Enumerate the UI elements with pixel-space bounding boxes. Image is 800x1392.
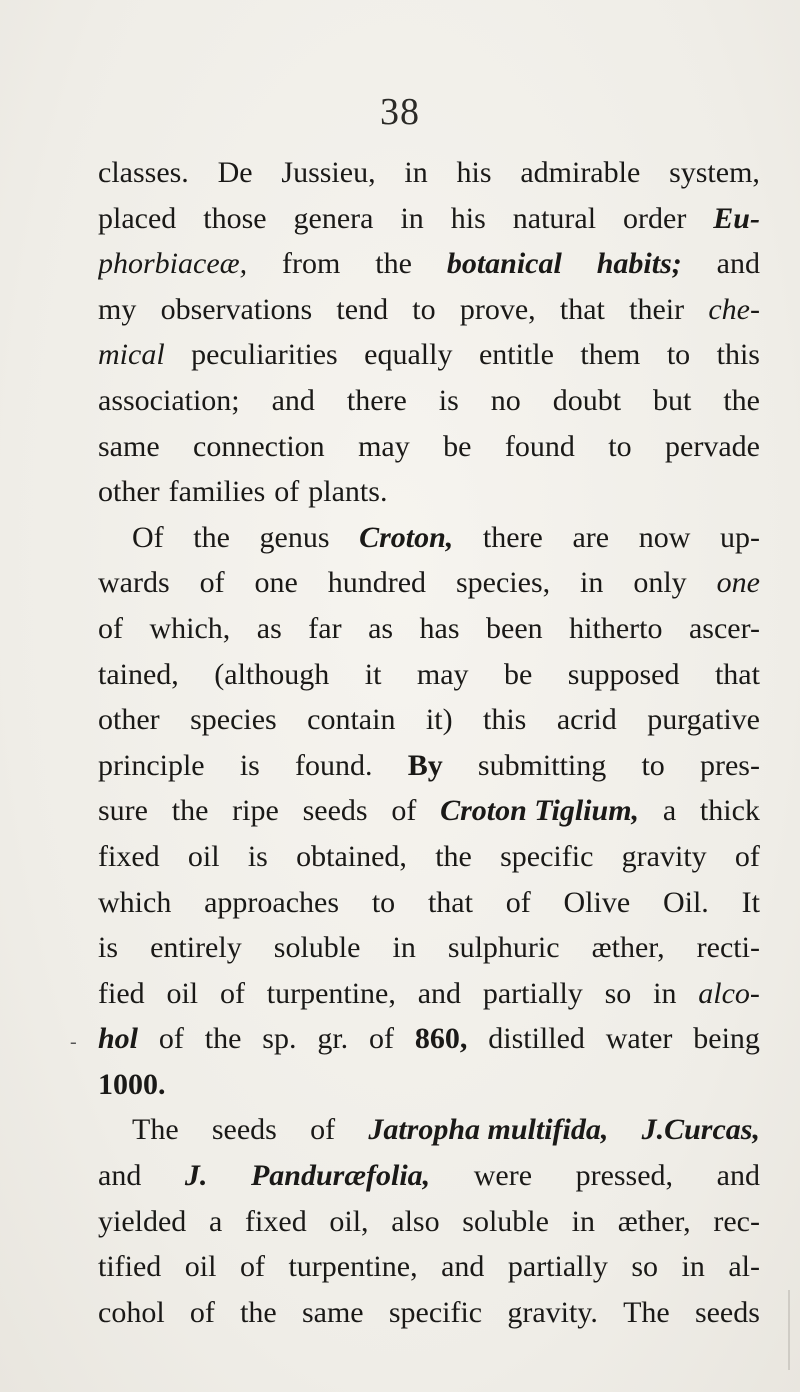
- word: and: [417, 976, 462, 1010]
- word: in: [681, 1250, 705, 1284]
- word: his: [456, 156, 492, 189]
- word: of: [505, 885, 531, 919]
- word: in: [400, 201, 424, 235]
- word: from: [282, 247, 341, 281]
- word: to: [412, 292, 436, 326]
- word: It: [741, 885, 760, 919]
- word: æther,: [591, 931, 665, 965]
- word: entirely: [150, 931, 242, 965]
- word: pervade: [665, 429, 760, 463]
- word: observations: [160, 292, 313, 326]
- word: Olive: [563, 885, 631, 919]
- word: the: [193, 520, 230, 554]
- word: to: [608, 429, 632, 463]
- word: placed: [98, 201, 177, 235]
- word: Oil.: [662, 885, 709, 919]
- text-line: [98, 332, 760, 378]
- word: may: [358, 429, 410, 463]
- word: soluble: [462, 1204, 549, 1238]
- text-line: [98, 424, 760, 470]
- word: and: [98, 1159, 142, 1193]
- word: of: [98, 611, 123, 645]
- word: principle: [98, 748, 205, 782]
- word: entitle: [478, 338, 554, 372]
- word: seeds: [694, 1295, 760, 1329]
- text-line: [98, 287, 760, 333]
- word: so: [604, 976, 632, 1010]
- word: supposed: [567, 657, 680, 691]
- word: is: [239, 748, 260, 782]
- word: found: [504, 429, 575, 463]
- word: far: [308, 611, 342, 645]
- word: 1000.: [98, 1067, 166, 1101]
- word: be: [504, 657, 533, 691]
- word: that: [559, 292, 605, 326]
- word: rec-: [713, 1204, 760, 1238]
- word: is: [438, 383, 459, 417]
- word: are: [572, 520, 610, 554]
- word: them: [580, 338, 641, 372]
- word: fied: [98, 976, 145, 1010]
- word: is: [247, 839, 268, 873]
- word: gravity.: [507, 1295, 598, 1329]
- text-line: [98, 1107, 760, 1153]
- word: to: [641, 748, 665, 782]
- word: one: [254, 566, 298, 600]
- word: De: [217, 156, 253, 189]
- word: fixed: [245, 1204, 307, 1238]
- word: of: [369, 1022, 395, 1056]
- word: sure: [98, 794, 148, 828]
- text-line: [98, 1244, 760, 1290]
- text-line: [98, 1062, 760, 1108]
- word: in: [571, 1204, 596, 1238]
- word: there: [346, 383, 407, 417]
- word: the: [723, 383, 760, 417]
- word: hol: [98, 1022, 139, 1056]
- word: other: [98, 475, 160, 509]
- page-edge: [788, 1290, 790, 1370]
- word: By: [407, 748, 443, 782]
- word: of: [189, 1295, 215, 1329]
- word: soluble: [273, 931, 361, 965]
- word: hitherto: [569, 611, 663, 645]
- word: Croton,: [359, 520, 454, 554]
- word: only: [633, 566, 687, 600]
- word: may: [416, 657, 469, 691]
- word: peculiarities: [191, 338, 338, 372]
- word: of: [239, 1250, 265, 1284]
- text-line: [98, 652, 760, 698]
- text-line: [98, 880, 760, 926]
- word: this: [483, 703, 527, 737]
- word: ascer-: [688, 611, 760, 645]
- word: The: [623, 1295, 670, 1329]
- text-line: [98, 1016, 760, 1062]
- word: oil,: [329, 1204, 369, 1238]
- text-line: [98, 925, 760, 971]
- word: has: [419, 611, 460, 645]
- text-line: [98, 606, 760, 652]
- word: Jatropha multifida,: [368, 1113, 609, 1147]
- word: recti-: [696, 931, 760, 965]
- word: of: [734, 839, 760, 873]
- word: water: [605, 1022, 673, 1056]
- text-line: [98, 1290, 760, 1336]
- word: of: [158, 1022, 184, 1056]
- word: a: [662, 794, 677, 828]
- word: (although: [214, 657, 330, 691]
- word: so: [631, 1250, 659, 1284]
- word: turpentine,: [266, 976, 396, 1010]
- word: but: [653, 383, 692, 417]
- word: che-: [708, 292, 760, 326]
- word: Croton Tiglium,: [440, 794, 640, 828]
- text-line: [98, 834, 760, 880]
- word: tified: [98, 1250, 162, 1284]
- word: cohol: [98, 1295, 165, 1329]
- word: in: [392, 931, 416, 965]
- word: oil: [187, 839, 220, 873]
- word: obtained,: [296, 839, 407, 873]
- word: tend: [336, 292, 389, 326]
- text-line: [98, 469, 760, 515]
- word: in: [653, 976, 677, 1010]
- word: plants.: [308, 475, 388, 509]
- word: the: [435, 839, 472, 873]
- word: specific: [500, 839, 594, 873]
- word: my: [98, 292, 137, 326]
- word: turpentine,: [288, 1250, 418, 1284]
- word: oil: [166, 976, 199, 1010]
- word: the: [171, 794, 209, 828]
- text-line: [98, 196, 760, 242]
- word: fixed: [98, 839, 160, 873]
- word: this: [716, 338, 760, 372]
- word: it): [425, 703, 453, 737]
- word: contain: [307, 703, 396, 737]
- word: those: [203, 201, 267, 235]
- word: J.Curcas,: [641, 1113, 760, 1147]
- word: 860,: [414, 1022, 468, 1056]
- word: The: [132, 1113, 179, 1147]
- word: of: [310, 1113, 336, 1147]
- word: doubt: [552, 383, 622, 417]
- word: distilled: [488, 1022, 585, 1056]
- word: admirable: [520, 156, 641, 189]
- text-line: [98, 1199, 760, 1245]
- word: connection: [193, 429, 325, 463]
- word: thick: [699, 794, 760, 828]
- word: gr.: [317, 1022, 349, 1056]
- word: genus: [259, 520, 330, 554]
- word: that: [714, 657, 760, 691]
- word: as: [256, 611, 282, 645]
- word: other: [98, 703, 160, 737]
- word: pres-: [700, 748, 760, 782]
- word: of: [274, 475, 300, 509]
- word: æther,: [617, 1204, 691, 1238]
- word: in: [404, 156, 428, 189]
- word: association;: [98, 383, 240, 417]
- word: sulphuric: [447, 931, 560, 965]
- word: classes.: [98, 156, 189, 189]
- word: be: [443, 429, 472, 463]
- text-line: [98, 241, 760, 287]
- word: partially: [482, 976, 583, 1010]
- word: been: [486, 611, 543, 645]
- word: tained,: [98, 657, 179, 691]
- word: ripe: [232, 794, 279, 828]
- word: hundred: [327, 566, 427, 600]
- word: to: [666, 338, 691, 372]
- word: were: [473, 1159, 533, 1193]
- text-line: [98, 788, 760, 834]
- word: families: [168, 475, 266, 509]
- word: genera: [293, 201, 374, 235]
- word: being: [693, 1022, 760, 1056]
- word: up-: [719, 520, 760, 554]
- word: J.: [184, 1159, 208, 1193]
- word: submitting: [477, 748, 607, 782]
- text-line: [98, 697, 760, 743]
- word: specific: [388, 1295, 483, 1329]
- text-line: [98, 515, 760, 561]
- word: seeds: [302, 794, 368, 828]
- text-line: [98, 1153, 760, 1199]
- word: their: [629, 292, 685, 326]
- word: the: [204, 1022, 242, 1056]
- word: the: [375, 247, 412, 281]
- text-line: [98, 150, 760, 196]
- text-line: [98, 560, 760, 606]
- word: of: [199, 566, 225, 600]
- word: species,: [455, 566, 551, 600]
- word: prove,: [459, 292, 536, 326]
- word: gravity: [621, 839, 707, 873]
- word: it: [364, 657, 382, 691]
- word: botanical: [446, 247, 562, 281]
- word: Eu-: [713, 201, 760, 235]
- word: approaches: [204, 885, 340, 919]
- word: a: [209, 1204, 223, 1238]
- word: same: [301, 1295, 364, 1329]
- word: al-: [728, 1250, 760, 1284]
- word: one: [716, 566, 760, 600]
- text-line: [98, 971, 760, 1017]
- word: sp.: [262, 1022, 297, 1056]
- word: acrid: [556, 703, 617, 737]
- word: system,: [669, 156, 760, 189]
- word: and: [271, 383, 315, 417]
- word: and: [716, 247, 760, 281]
- word: no: [490, 383, 521, 417]
- margin-tick: ‐: [70, 1031, 77, 1053]
- word: order: [623, 201, 687, 235]
- word: is: [98, 931, 119, 965]
- word: which,: [149, 611, 231, 645]
- word: of: [219, 976, 245, 1010]
- word: habits;: [596, 247, 682, 281]
- word: pressed,: [575, 1159, 674, 1193]
- word: Panduræfolia,: [250, 1159, 431, 1193]
- word: species: [190, 703, 277, 737]
- word: now: [638, 520, 691, 554]
- word: to: [371, 885, 396, 919]
- word: his: [450, 201, 486, 235]
- text-line: [98, 378, 760, 424]
- word: which: [98, 885, 172, 919]
- word: and: [716, 1159, 760, 1193]
- word: Of: [132, 520, 164, 554]
- word: mical: [98, 338, 165, 372]
- word: phorbiaceæ,: [98, 247, 248, 281]
- word: seeds: [211, 1113, 277, 1147]
- word: Jussieu,: [281, 156, 376, 189]
- word: same: [98, 429, 160, 463]
- word: natural: [512, 201, 597, 235]
- word: also: [391, 1204, 440, 1238]
- page-number: 38: [380, 91, 420, 133]
- word: oil: [184, 1250, 217, 1284]
- word: that: [427, 885, 473, 919]
- word: of: [391, 794, 417, 828]
- word: partially: [507, 1250, 608, 1284]
- word: yielded: [98, 1204, 187, 1238]
- word: there: [482, 520, 543, 554]
- word: purgative: [647, 703, 760, 737]
- word: found.: [295, 748, 373, 782]
- word: alco-: [698, 976, 760, 1010]
- word: in: [580, 566, 604, 600]
- word: equally: [364, 338, 453, 372]
- text-line: [98, 743, 760, 789]
- word: wards: [98, 566, 170, 600]
- word: the: [240, 1295, 277, 1329]
- word: as: [368, 611, 394, 645]
- body-text: [98, 150, 760, 1335]
- word: and: [441, 1250, 485, 1284]
